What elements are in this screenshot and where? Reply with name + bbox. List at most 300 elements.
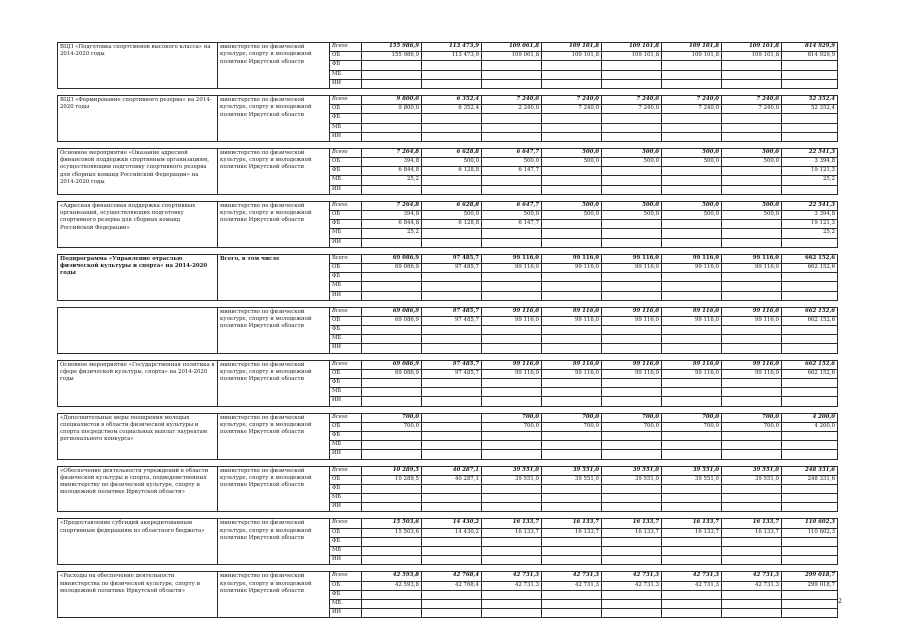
year-amount-cell: 109 101,8 [602, 43, 662, 52]
program-name-cell: ВЦП «Подготовка спортсменов высокого класса» на 2014-2020 годы [58, 43, 218, 89]
program-name-cell: ВЦП «Формирование спортивного резерва» на 2014-2020 годы [58, 95, 218, 141]
funding-source-cell: ФБ [330, 326, 362, 335]
year-amount-cell: 99 116,0 [602, 263, 662, 272]
year-amount-cell: 700,0 [482, 422, 542, 431]
year-amount-cell [362, 61, 422, 70]
total-amount-cell: 3 394,8 [782, 158, 838, 167]
year-amount-cell [662, 282, 722, 291]
year-amount-cell [422, 229, 482, 238]
year-amount-cell [602, 70, 662, 79]
funding-source-cell: Всего [330, 201, 362, 210]
year-amount-cell: 9 800,0 [362, 95, 422, 104]
year-amount-cell [662, 503, 722, 512]
funding-source-cell: ФБ [330, 273, 362, 282]
table-row [58, 201, 838, 210]
year-amount-cell [662, 229, 722, 238]
year-amount-cell: 700,0 [542, 422, 602, 431]
program-name-cell: «Адресная финансовая поддержка спортивных организаций, осуществляющих подготовку спортивного резерва для сборных команд Российской Федерации» [58, 201, 218, 247]
year-amount-cell: 99 116,0 [662, 369, 722, 378]
year-amount-cell [422, 326, 482, 335]
year-amount-cell [422, 484, 482, 493]
year-amount-cell [722, 494, 782, 503]
year-amount-cell: 99 116,0 [542, 360, 602, 369]
year-amount-cell [722, 114, 782, 123]
year-amount-cell [362, 388, 422, 397]
responsible-executor-cell: министерство по физической культуре, спорту и молодежной политике Иркутской области [218, 466, 330, 512]
funding-source-cell: ФБ [330, 431, 362, 440]
year-amount-cell [722, 220, 782, 229]
year-amount-cell [482, 484, 542, 493]
year-amount-cell: 6 628,8 [422, 148, 482, 157]
total-amount-cell [782, 70, 838, 79]
funding-source-cell: ФБ [330, 590, 362, 599]
year-amount-cell [602, 609, 662, 618]
year-amount-cell [422, 379, 482, 388]
year-amount-cell: 500,0 [542, 201, 602, 210]
responsible-executor-cell: министерство по физической культуре, спорту и молодежной политике Иркутской области [218, 360, 330, 406]
year-amount-cell [482, 431, 542, 440]
year-amount-cell [722, 599, 782, 608]
year-amount-cell: 500,0 [662, 158, 722, 167]
year-amount-cell [482, 123, 542, 132]
year-amount-cell: 16 133,7 [662, 528, 722, 537]
year-amount-cell: 700,0 [602, 413, 662, 422]
year-amount-cell: 500,0 [662, 201, 722, 210]
funding-source-cell: ИИ [330, 556, 362, 565]
total-amount-cell [782, 556, 838, 565]
year-amount-cell [662, 132, 722, 141]
year-amount-cell: 109 101,8 [722, 52, 782, 61]
total-amount-cell [782, 484, 838, 493]
year-amount-cell: 113 473,9 [422, 43, 482, 52]
funding-source-cell: ИИ [330, 291, 362, 300]
year-amount-cell: 39 551,0 [602, 475, 662, 484]
funding-source-cell: МБ [330, 176, 362, 185]
year-amount-cell: 500,0 [542, 158, 602, 167]
block-separator [58, 141, 838, 148]
year-amount-cell: 6 628,8 [422, 201, 482, 210]
funding-source-cell: ОБ [330, 422, 362, 431]
year-amount-cell [662, 335, 722, 344]
block-separator [58, 353, 838, 360]
year-amount-cell: 7 240,0 [602, 95, 662, 104]
year-amount-cell: 69 086,9 [362, 360, 422, 369]
year-amount-cell: 99 116,0 [482, 369, 542, 378]
separator-cell [58, 88, 838, 95]
block-separator [58, 88, 838, 95]
total-amount-cell: 3 394,8 [782, 211, 838, 220]
year-amount-cell: 500,0 [722, 158, 782, 167]
total-amount-cell [782, 61, 838, 70]
total-amount-cell [782, 114, 838, 123]
funding-source-cell: ФБ [330, 114, 362, 123]
total-amount-cell [782, 590, 838, 599]
year-amount-cell [422, 282, 482, 291]
total-amount-cell: 52 352,4 [782, 105, 838, 114]
year-amount-cell [362, 291, 422, 300]
year-amount-cell: 6 128,8 [422, 167, 482, 176]
year-amount-cell [602, 335, 662, 344]
year-amount-cell [662, 484, 722, 493]
budget-table [57, 42, 838, 618]
year-amount-cell [542, 441, 602, 450]
total-amount-cell [782, 441, 838, 450]
year-amount-cell: 99 116,0 [542, 254, 602, 263]
year-amount-cell: 15 503,6 [362, 519, 422, 528]
year-amount-cell [662, 590, 722, 599]
year-amount-cell: 99 116,0 [722, 254, 782, 263]
program-name-cell: «Предоставление субсидий аккредитованным спортивным федерациям из областного бюджета» [58, 519, 218, 565]
table-row [58, 254, 838, 263]
year-amount-cell [482, 238, 542, 247]
total-amount-cell: 22 541,3 [782, 201, 838, 210]
year-amount-cell: 39 551,0 [482, 475, 542, 484]
year-amount-cell: 42 731,3 [482, 572, 542, 581]
year-amount-cell [602, 114, 662, 123]
year-amount-cell [722, 123, 782, 132]
block-separator [58, 406, 838, 413]
year-amount-cell [722, 431, 782, 440]
year-amount-cell: 39 551,0 [542, 475, 602, 484]
year-amount-cell: 16 133,7 [602, 519, 662, 528]
year-amount-cell [482, 599, 542, 608]
year-amount-cell: 500,0 [722, 201, 782, 210]
year-amount-cell: 700,0 [662, 422, 722, 431]
year-amount-cell [362, 556, 422, 565]
funding-source-cell: ФБ [330, 379, 362, 388]
year-amount-cell [602, 282, 662, 291]
year-amount-cell [542, 503, 602, 512]
year-amount-cell [362, 397, 422, 406]
year-amount-cell [422, 494, 482, 503]
year-amount-cell: 500,0 [602, 211, 662, 220]
year-amount-cell: 39 551,0 [662, 475, 722, 484]
budget-table-sheet [57, 42, 837, 618]
year-amount-cell: 155 986,9 [362, 52, 422, 61]
year-amount-cell: 109 101,8 [542, 43, 602, 52]
year-amount-cell [362, 238, 422, 247]
year-amount-cell [482, 590, 542, 599]
funding-source-cell: МБ [330, 599, 362, 608]
total-amount-cell: 110 602,3 [782, 519, 838, 528]
year-amount-cell: 97 485,7 [422, 263, 482, 272]
year-amount-cell [482, 335, 542, 344]
year-amount-cell: 25,2 [362, 176, 422, 185]
table-row [58, 519, 838, 528]
year-amount-cell [722, 556, 782, 565]
year-amount-cell: 7 240,0 [722, 105, 782, 114]
funding-source-cell: ФБ [330, 61, 362, 70]
year-amount-cell [662, 556, 722, 565]
year-amount-cell [362, 431, 422, 440]
year-amount-cell [542, 388, 602, 397]
year-amount-cell: 109 061,8 [482, 52, 542, 61]
year-amount-cell: 6 844,8 [362, 220, 422, 229]
year-amount-cell: 500,0 [662, 211, 722, 220]
total-amount-cell [782, 450, 838, 459]
total-amount-cell: 662 152,6 [782, 254, 838, 263]
funding-source-cell: ОБ [330, 158, 362, 167]
year-amount-cell: 42 593,8 [362, 581, 422, 590]
year-amount-cell [602, 590, 662, 599]
year-amount-cell [602, 229, 662, 238]
total-amount-cell: 25,2 [782, 229, 838, 238]
funding-source-cell: МБ [330, 229, 362, 238]
year-amount-cell [722, 484, 782, 493]
total-amount-cell: 25,2 [782, 176, 838, 185]
year-amount-cell [602, 79, 662, 88]
table-row [58, 572, 838, 581]
year-amount-cell: 99 116,0 [722, 263, 782, 272]
total-amount-cell [782, 599, 838, 608]
year-amount-cell [542, 609, 602, 618]
year-amount-cell [482, 176, 542, 185]
year-amount-cell [422, 185, 482, 194]
year-amount-cell [482, 609, 542, 618]
year-amount-cell [722, 547, 782, 556]
table-row [58, 413, 838, 422]
separator-cell [58, 141, 838, 148]
year-amount-cell [602, 537, 662, 546]
year-amount-cell: 6 147,7 [482, 220, 542, 229]
year-amount-cell: 99 116,0 [542, 307, 602, 316]
table-row [58, 43, 838, 52]
year-amount-cell [662, 388, 722, 397]
year-amount-cell: 700,0 [722, 422, 782, 431]
year-amount-cell [602, 167, 662, 176]
funding-source-cell: ИИ [330, 238, 362, 247]
total-amount-cell [782, 238, 838, 247]
year-amount-cell: 500,0 [542, 211, 602, 220]
total-amount-cell [782, 431, 838, 440]
year-amount-cell: 42 731,3 [542, 572, 602, 581]
total-amount-cell: 662 152,6 [782, 360, 838, 369]
year-amount-cell: 99 116,0 [722, 360, 782, 369]
funding-source-cell: ИИ [330, 132, 362, 141]
total-amount-cell [782, 503, 838, 512]
funding-source-cell: ОБ [330, 211, 362, 220]
year-amount-cell [422, 431, 482, 440]
year-amount-cell [662, 70, 722, 79]
year-amount-cell [482, 70, 542, 79]
year-amount-cell [662, 599, 722, 608]
year-amount-cell [662, 379, 722, 388]
year-amount-cell [362, 70, 422, 79]
year-amount-cell [602, 441, 662, 450]
year-amount-cell [482, 441, 542, 450]
program-name-cell: «Расходы на обеспечение деятельности министерства по физической культуре, спорту и молодежной политике Иркутской области» [58, 572, 218, 618]
total-amount-cell [782, 537, 838, 546]
total-amount-cell: 662 152,6 [782, 307, 838, 316]
year-amount-cell [362, 599, 422, 608]
separator-cell [58, 353, 838, 360]
year-amount-cell [602, 556, 662, 565]
year-amount-cell [422, 503, 482, 512]
year-amount-cell [662, 450, 722, 459]
year-amount-cell: 10 289,5 [362, 475, 422, 484]
year-amount-cell [542, 556, 602, 565]
year-amount-cell [362, 114, 422, 123]
year-amount-cell: 42 731,3 [542, 581, 602, 590]
year-amount-cell: 99 116,0 [482, 307, 542, 316]
year-amount-cell [542, 229, 602, 238]
year-amount-cell [422, 413, 482, 422]
year-amount-cell: 700,0 [662, 413, 722, 422]
year-amount-cell [422, 335, 482, 344]
block-separator [58, 565, 838, 572]
total-amount-cell: 22 541,3 [782, 148, 838, 157]
year-amount-cell: 97 485,7 [422, 254, 482, 263]
funding-source-cell: МБ [330, 70, 362, 79]
year-amount-cell [602, 379, 662, 388]
year-amount-cell [722, 537, 782, 546]
year-amount-cell [362, 185, 422, 194]
year-amount-cell: 155 986,9 [362, 43, 422, 52]
year-amount-cell: 99 116,0 [602, 307, 662, 316]
year-amount-cell [542, 431, 602, 440]
funding-source-cell: ОБ [330, 369, 362, 378]
responsible-executor-cell: министерство по физической культуре, спорту и молодежной политике Иркутской области [218, 148, 330, 194]
year-amount-cell: 7 240,0 [602, 105, 662, 114]
year-amount-cell: 14 430,2 [422, 528, 482, 537]
funding-source-cell: Всего [330, 519, 362, 528]
year-amount-cell: 16 133,7 [482, 528, 542, 537]
year-amount-cell [602, 220, 662, 229]
total-amount-cell: 662 152,6 [782, 369, 838, 378]
year-amount-cell [662, 609, 722, 618]
total-amount-cell: 4 200,0 [782, 422, 838, 431]
year-amount-cell [602, 484, 662, 493]
year-amount-cell: 69 086,9 [362, 263, 422, 272]
year-amount-cell [662, 167, 722, 176]
year-amount-cell: 42 593,8 [362, 572, 422, 581]
year-amount-cell [422, 273, 482, 282]
year-amount-cell [362, 590, 422, 599]
year-amount-cell [542, 599, 602, 608]
page-number: 2 [838, 598, 842, 605]
year-amount-cell [482, 547, 542, 556]
year-amount-cell [362, 282, 422, 291]
year-amount-cell [602, 547, 662, 556]
year-amount-cell [722, 291, 782, 300]
year-amount-cell [602, 176, 662, 185]
year-amount-cell [722, 441, 782, 450]
year-amount-cell: 99 116,0 [662, 316, 722, 325]
year-amount-cell [602, 61, 662, 70]
funding-source-cell: Всего [330, 43, 362, 52]
year-amount-cell: 394,8 [362, 158, 422, 167]
year-amount-cell: 700,0 [722, 413, 782, 422]
year-amount-cell: 25,2 [362, 229, 422, 238]
year-amount-cell: 39 551,0 [482, 466, 542, 475]
year-amount-cell [662, 397, 722, 406]
funding-source-cell: Всего [330, 466, 362, 475]
funding-source-cell: ИИ [330, 609, 362, 618]
year-amount-cell [602, 132, 662, 141]
year-amount-cell: 7 240,0 [482, 95, 542, 104]
year-amount-cell [662, 123, 722, 132]
year-amount-cell [542, 484, 602, 493]
total-amount-cell [782, 132, 838, 141]
year-amount-cell [542, 123, 602, 132]
year-amount-cell [482, 450, 542, 459]
year-amount-cell: 500,0 [482, 158, 542, 167]
year-amount-cell: 42 731,3 [602, 581, 662, 590]
funding-source-cell: Всего [330, 572, 362, 581]
year-amount-cell: 42 731,3 [722, 581, 782, 590]
year-amount-cell: 500,0 [482, 211, 542, 220]
responsible-executor-cell: Всего, в том числе [218, 254, 330, 300]
year-amount-cell [422, 291, 482, 300]
year-amount-cell [422, 609, 482, 618]
year-amount-cell [662, 537, 722, 546]
separator-cell [58, 406, 838, 413]
total-amount-cell: 110 602,3 [782, 528, 838, 537]
year-amount-cell [722, 379, 782, 388]
year-amount-cell [422, 344, 482, 353]
year-amount-cell [422, 422, 482, 431]
year-amount-cell: 109 101,8 [542, 52, 602, 61]
year-amount-cell [722, 503, 782, 512]
funding-source-cell: МБ [330, 123, 362, 132]
total-amount-cell [782, 291, 838, 300]
year-amount-cell [662, 61, 722, 70]
year-amount-cell: 500,0 [722, 211, 782, 220]
year-amount-cell [662, 176, 722, 185]
year-amount-cell [602, 503, 662, 512]
year-amount-cell: 7 240,0 [662, 95, 722, 104]
year-amount-cell [482, 326, 542, 335]
year-amount-cell [482, 114, 542, 123]
funding-source-cell: МБ [330, 282, 362, 291]
year-amount-cell [722, 167, 782, 176]
year-amount-cell [482, 282, 542, 291]
year-amount-cell: 69 086,9 [362, 316, 422, 325]
year-amount-cell: 99 116,0 [662, 307, 722, 316]
year-amount-cell: 42 731,3 [662, 572, 722, 581]
year-amount-cell: 97 485,7 [422, 369, 482, 378]
year-amount-cell: 40 287,1 [422, 475, 482, 484]
year-amount-cell [542, 494, 602, 503]
responsible-executor-cell: министерство по физической культуре, спорту и молодежной политике Иркутской области [218, 519, 330, 565]
total-amount-cell [782, 609, 838, 618]
year-amount-cell [602, 431, 662, 440]
program-name-cell [58, 307, 218, 353]
year-amount-cell: 6 647,7 [482, 148, 542, 157]
total-amount-cell: 814 929,9 [782, 43, 838, 52]
year-amount-cell: 16 133,7 [662, 519, 722, 528]
year-amount-cell [482, 344, 542, 353]
total-amount-cell [782, 547, 838, 556]
year-amount-cell [722, 273, 782, 282]
funding-source-cell: Всего [330, 360, 362, 369]
year-amount-cell [602, 185, 662, 194]
year-amount-cell: 99 116,0 [482, 316, 542, 325]
year-amount-cell [362, 547, 422, 556]
funding-source-cell: ИИ [330, 79, 362, 88]
year-amount-cell: 500,0 [602, 201, 662, 210]
year-amount-cell: 16 133,7 [602, 528, 662, 537]
year-amount-cell: 109 101,8 [602, 52, 662, 61]
table-row [58, 95, 838, 104]
responsible-executor-cell: министерство по физической культуре, спорту и молодежной политике Иркутской области [218, 95, 330, 141]
year-amount-cell [422, 590, 482, 599]
funding-source-cell: Всего [330, 413, 362, 422]
year-amount-cell [602, 494, 662, 503]
responsible-executor-cell: министерство по физической культуре, спорту и молодежной политике Иркутской области [218, 572, 330, 618]
year-amount-cell: 99 116,0 [542, 316, 602, 325]
year-amount-cell: 113 473,9 [422, 52, 482, 61]
